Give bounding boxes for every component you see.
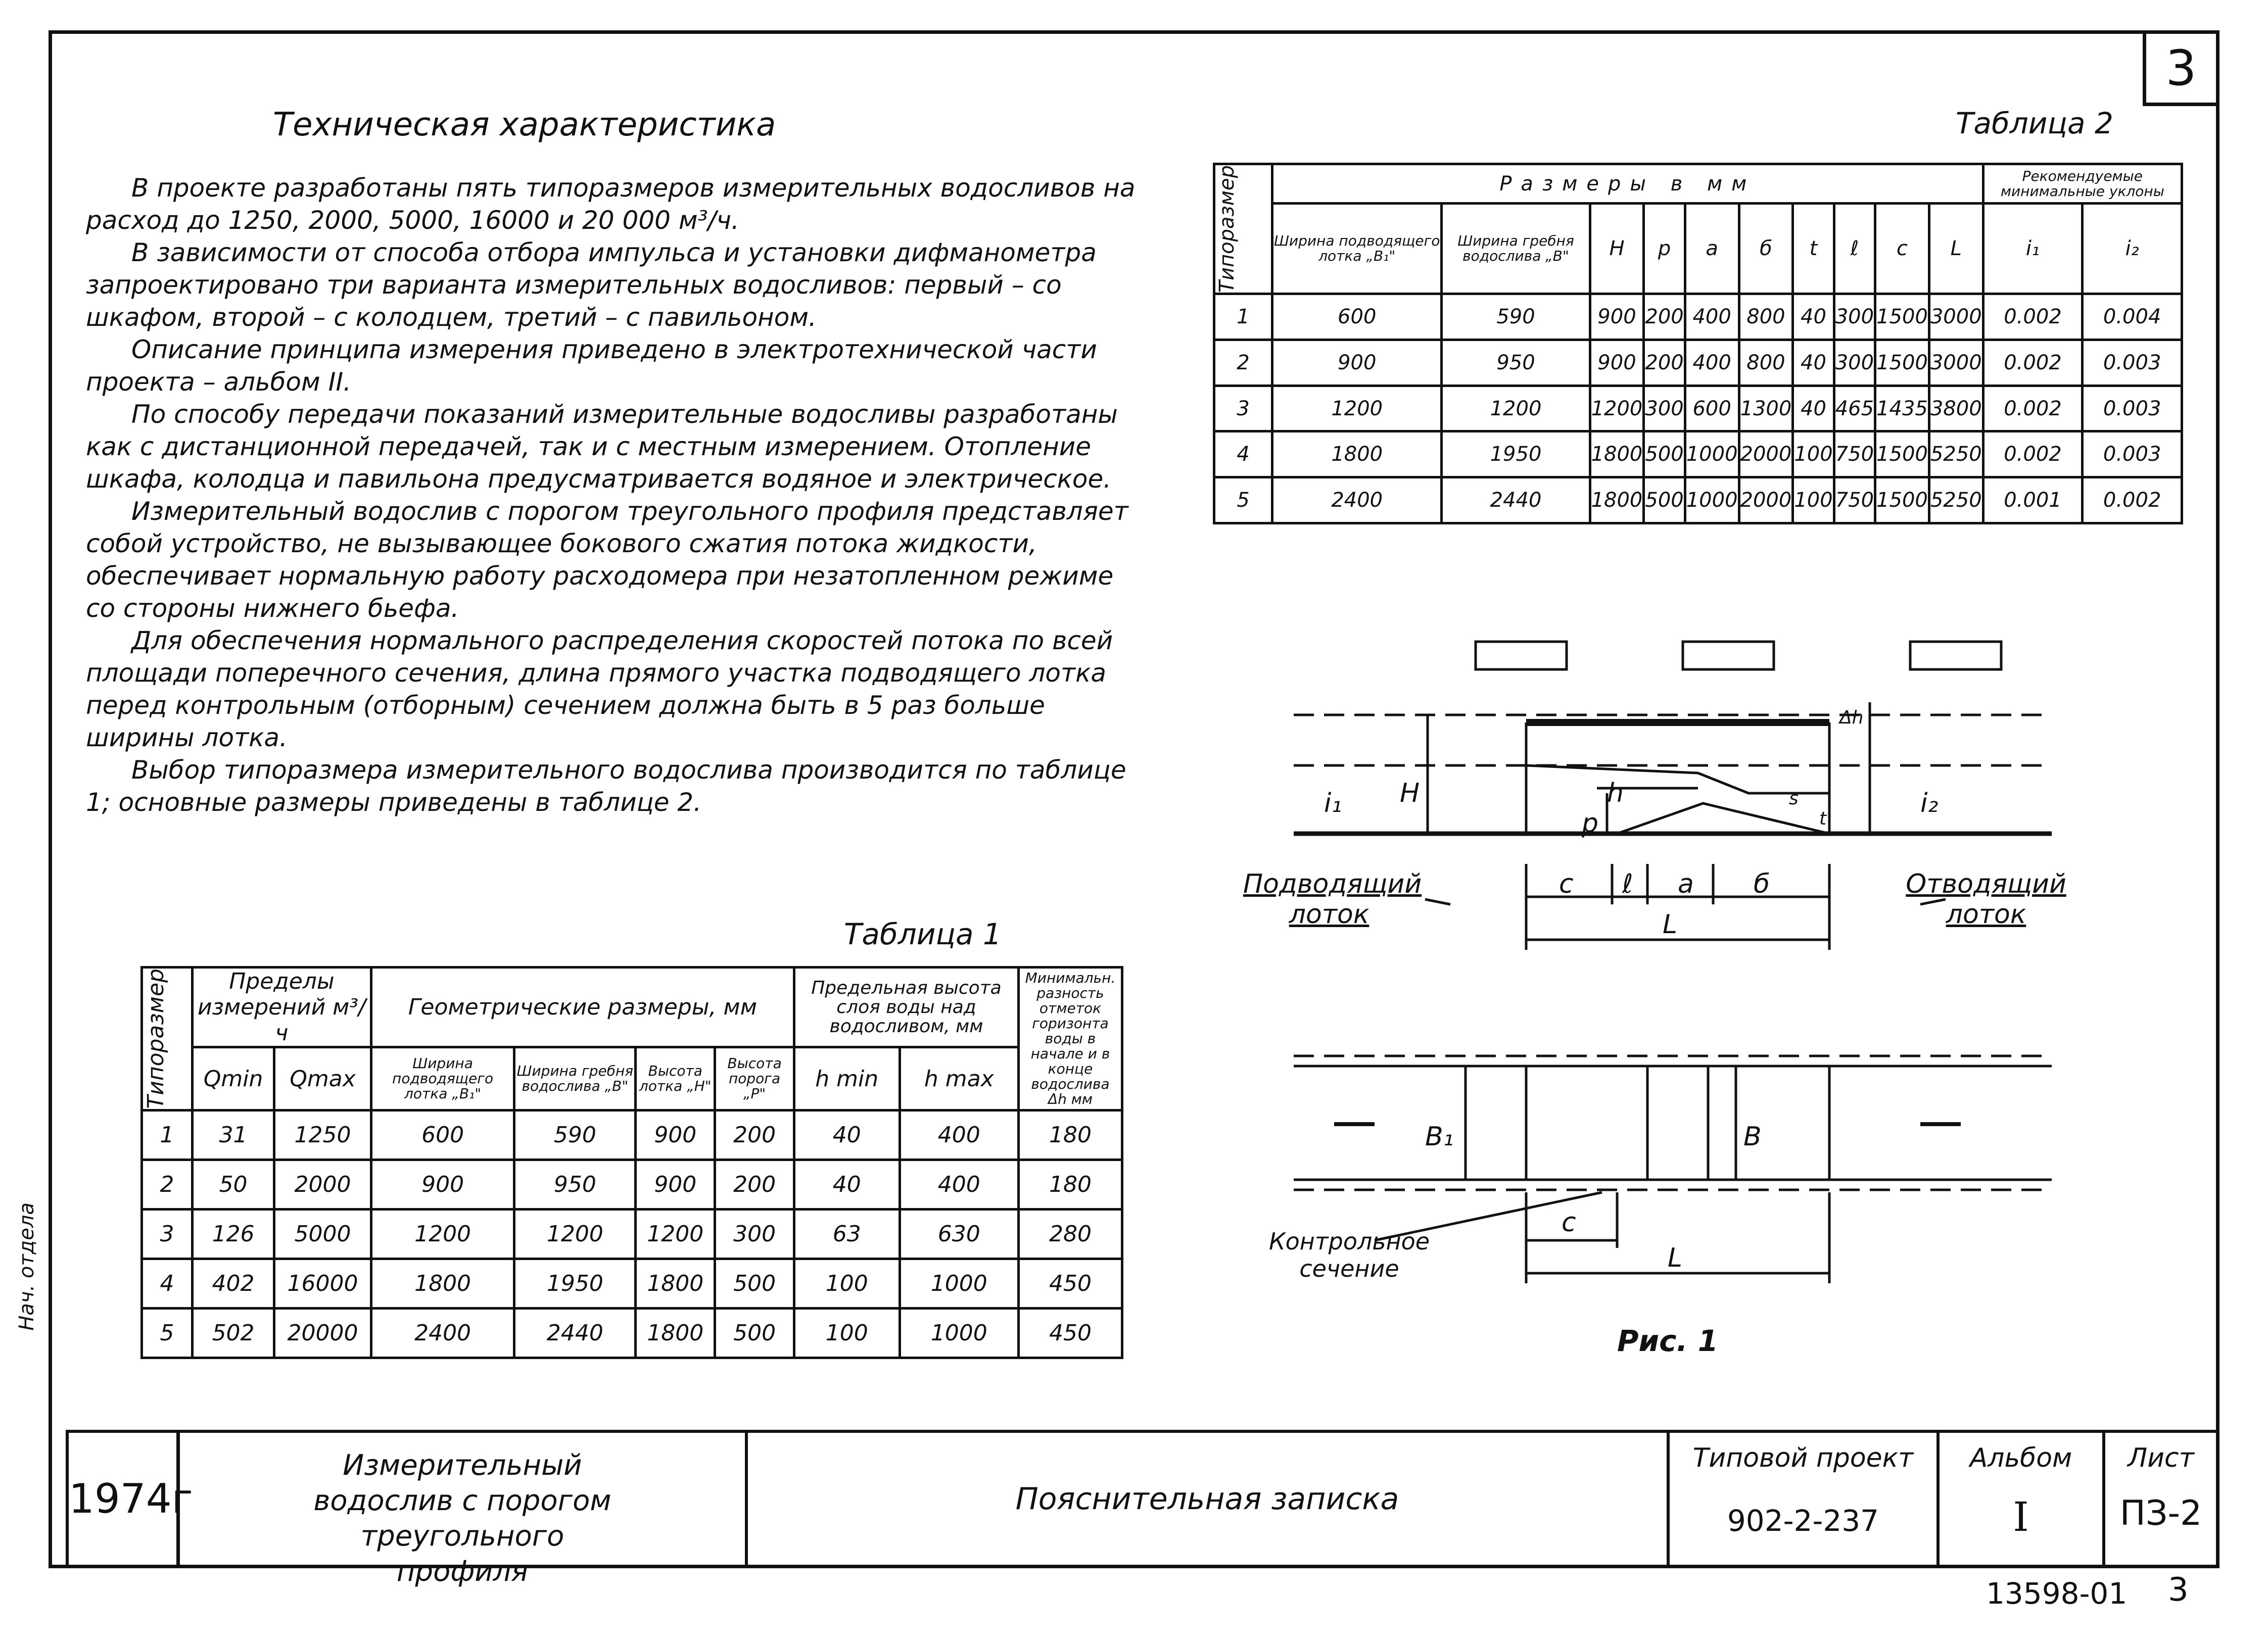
table-cell: 800 xyxy=(1739,340,1793,386)
table-cell: 40 xyxy=(1793,294,1834,340)
table-cell: 16000 xyxy=(274,1259,371,1309)
table-cell: 900 xyxy=(1590,340,1644,386)
table2-caption: Таблица 2 xyxy=(1956,106,2113,140)
table-cell: 31 xyxy=(193,1111,274,1160)
table-cell: 300 xyxy=(1834,340,1875,386)
table-cell: 465 xyxy=(1834,385,1875,431)
table-cell: 126 xyxy=(193,1210,274,1259)
table2-header: i₁ xyxy=(1983,204,2083,294)
paragraph: В зависимости от способа отбора импульса и установки дифманометра запроектировано три варианта измерительных водосливов: первый – со шкафом, второй – с колодцем, третий – с павильоном. xyxy=(86,238,1097,332)
table-cell: 2000 xyxy=(274,1160,371,1210)
table-cell: 450 xyxy=(1019,1259,1122,1309)
fig-dim-b: б xyxy=(1754,869,1770,899)
fig-dim-h: h xyxy=(1607,778,1624,808)
table-cell: 50 xyxy=(193,1160,274,1210)
paragraph: В проекте разработаны пять типоразмеров измерительных водосливов на расход до 1250, 2000, 5000, 16000 и 20 000 м³/ч. xyxy=(86,173,1136,235)
fig-dim-a: a xyxy=(1678,869,1694,899)
table-cell: 1200 xyxy=(1272,385,1442,431)
table-cell: 0.003 xyxy=(2083,385,2182,431)
page-title: Техническая характеристика xyxy=(273,106,776,143)
table-cell: 180 xyxy=(1019,1111,1122,1160)
fig-dim-c-plan: c xyxy=(1562,1208,1576,1238)
stamp-project-label: Типовой проект xyxy=(1692,1443,1914,1473)
table-cell: 0.002 xyxy=(1983,385,2083,431)
table-cell: 500 xyxy=(1644,431,1685,477)
table-cell: 950 xyxy=(1442,340,1590,386)
table-cell: 1800 xyxy=(636,1309,715,1358)
description-text xyxy=(86,172,1137,818)
table-cell: 950 xyxy=(514,1160,636,1210)
table-cell: 600 xyxy=(1272,294,1442,340)
table-cell: 1800 xyxy=(1590,431,1644,477)
fig-dim-s: s xyxy=(1789,788,1799,809)
fig-dim-i1: i₁ xyxy=(1324,788,1342,818)
table-cell: 200 xyxy=(715,1111,794,1160)
table-cell: 2000 xyxy=(1739,477,1793,523)
table2-header: L xyxy=(1929,204,1983,294)
figure-caption: Рис. 1 xyxy=(1617,1324,1719,1358)
table1-header: h min xyxy=(794,1047,900,1111)
table-cell: 4 xyxy=(1214,431,1272,477)
table1-header: h max xyxy=(900,1047,1019,1111)
table-row xyxy=(1214,294,2182,340)
stamp-doc: Пояснительная записка xyxy=(745,1430,1670,1568)
table1-header: Qmax xyxy=(274,1047,371,1111)
table-cell: 63 xyxy=(794,1210,900,1259)
table2-header: Ширина гребня водослива „B" xyxy=(1442,204,1590,294)
table1-header: Высота лотка „H" xyxy=(636,1047,715,1111)
fig-dim-B: B xyxy=(1743,1122,1762,1152)
table-cell: 100 xyxy=(794,1309,900,1358)
table-cell: 1000 xyxy=(900,1309,1019,1358)
table-cell: 4 xyxy=(142,1259,193,1309)
table2-header: c xyxy=(1875,204,1929,294)
table-cell: 0.003 xyxy=(2083,340,2182,386)
table-cell: 1435 xyxy=(1875,385,1929,431)
table-cell: 0.004 xyxy=(2083,294,2182,340)
table-cell: 3000 xyxy=(1929,294,1983,340)
stamp-object: Измерительный водослив с порогом треугольного профиля xyxy=(177,1430,748,1568)
stamp-project xyxy=(1667,1430,1940,1568)
table-cell: 1200 xyxy=(514,1210,636,1259)
table-cell: 800 xyxy=(1739,294,1793,340)
figure-drawing xyxy=(1203,626,2112,1283)
table-cell: 600 xyxy=(371,1111,514,1160)
table-cell: 2440 xyxy=(1442,477,1590,523)
fig-dim-L-plan: L xyxy=(1668,1243,1682,1273)
table2-header: ℓ xyxy=(1834,204,1875,294)
table-cell: 900 xyxy=(371,1160,514,1210)
table1-header: Ширина гребня водослива „B" xyxy=(514,1047,636,1111)
table-cell: 2 xyxy=(142,1160,193,1210)
table-cell: 200 xyxy=(1644,340,1685,386)
table-row xyxy=(1214,431,2182,477)
fig-label-inlet: Подводящий лоток xyxy=(1243,869,1422,930)
table-cell: 400 xyxy=(900,1160,1019,1210)
fig-bar xyxy=(1683,642,1774,669)
table2 xyxy=(1213,163,2183,524)
table-cell: 0.002 xyxy=(2083,477,2182,523)
table-cell: 1800 xyxy=(636,1259,715,1309)
table-cell: 300 xyxy=(715,1210,794,1259)
paragraph: Измерительный водослив с порогом треугольного профиля представляет собой устройство, не вызывающее бокового сжатия потока жидкости, обеспечивает нормальную работу расходомера при незатопленном режиме со стороны нижнего бьефа. xyxy=(86,497,1128,623)
fig-label-outlet: Отводящий лоток xyxy=(1906,869,2066,930)
table-cell: 590 xyxy=(1442,294,1590,340)
table-cell: 3000 xyxy=(1929,340,1983,386)
table-cell: 100 xyxy=(794,1259,900,1309)
table-row xyxy=(1214,385,2182,431)
table2-header: H xyxy=(1590,204,1644,294)
table-cell: 40 xyxy=(1793,385,1834,431)
table-cell: 1800 xyxy=(371,1259,514,1309)
footer-page: 3 xyxy=(2168,1571,2189,1609)
fig-dim-i2: i₂ xyxy=(1920,788,1939,818)
paragraph: Описание принципа измерения приведено в электротехнической части проекта – альбом II. xyxy=(86,335,1097,397)
table-cell: 1500 xyxy=(1875,477,1929,523)
table-cell: 400 xyxy=(900,1111,1019,1160)
table1-col-min-diff: Минимальн. разность отметок горизонта воды в начале и в конце водослива Δh мм xyxy=(1019,968,1122,1111)
table-row xyxy=(1214,477,2182,523)
table-row xyxy=(142,1160,1122,1210)
table-cell: 0.002 xyxy=(1983,294,2083,340)
table-cell: 400 xyxy=(1685,294,1739,340)
table-row xyxy=(1214,340,2182,386)
table-cell: 1200 xyxy=(371,1210,514,1259)
table-row xyxy=(142,1309,1122,1358)
table-cell: 1500 xyxy=(1875,431,1929,477)
table-cell: 630 xyxy=(900,1210,1019,1259)
table-cell: 402 xyxy=(193,1259,274,1309)
table-cell: 40 xyxy=(794,1160,900,1210)
stamp-project-number: 902-2-237 xyxy=(1727,1504,1879,1538)
stamp-year: 1974г xyxy=(66,1430,179,1568)
table-cell: 1 xyxy=(1214,294,1272,340)
table-cell: 2400 xyxy=(371,1309,514,1358)
table-cell: 900 xyxy=(636,1160,715,1210)
table-cell: 0.001 xyxy=(1983,477,2083,523)
table1-header: Высота порога „P" xyxy=(715,1047,794,1111)
stamp-sheet xyxy=(2102,1430,2219,1568)
table1-caption: Таблица 1 xyxy=(844,917,1002,951)
fig-bar xyxy=(1910,642,2001,669)
table1-col-typesize: Типоразмер xyxy=(143,969,169,1109)
paragraph: По способу передачи показаний измерительные водосливы разработаны как с дистанционной передачей, так и с местным измерением. Отопление шкафа, колодца и павильона предусматривается водяное и электрическое. xyxy=(86,400,1118,494)
table-cell: 40 xyxy=(1793,340,1834,386)
table-cell: 400 xyxy=(1685,340,1739,386)
table-cell: 0.002 xyxy=(1983,431,2083,477)
fig-dim-t: t xyxy=(1819,808,1827,829)
table-cell: 502 xyxy=(193,1309,274,1358)
table-cell: 3 xyxy=(1214,385,1272,431)
table-cell: 300 xyxy=(1834,294,1875,340)
table-cell: 1500 xyxy=(1875,294,1929,340)
fig-dim-B1: B₁ xyxy=(1425,1122,1454,1152)
table-cell: 1000 xyxy=(900,1259,1019,1309)
table-cell: 5000 xyxy=(274,1210,371,1259)
fig-dim-dh: Δh xyxy=(1839,707,1864,728)
table1-group-geom: Геометрические размеры, мм xyxy=(371,968,794,1047)
table-cell: 180 xyxy=(1019,1160,1122,1210)
fig-dim-c: c xyxy=(1559,869,1574,899)
table2-group-slopes: Рекомендуемые минимальные уклоны xyxy=(1983,164,2182,204)
table1-header: Ширина подводящего лотка „B₁" xyxy=(371,1047,514,1111)
table-cell: 3800 xyxy=(1929,385,1983,431)
fig-dim-p: p xyxy=(1582,808,1599,839)
table-cell: 2400 xyxy=(1272,477,1442,523)
table-cell: 900 xyxy=(1272,340,1442,386)
table-cell: 3 xyxy=(142,1210,193,1259)
table2-col-typesize: Типоразмер xyxy=(1215,165,1239,293)
table-cell: 750 xyxy=(1834,477,1875,523)
table-cell: 900 xyxy=(1590,294,1644,340)
sheet-number-box: 3 xyxy=(2143,30,2219,106)
fig-dim-L: L xyxy=(1663,909,1677,940)
table2-header: i₂ xyxy=(2083,204,2182,294)
table2-header: Ширина подводящего лотка „B₁" xyxy=(1272,204,1442,294)
fig-dim-l: ℓ xyxy=(1622,869,1633,899)
table2-header: б xyxy=(1739,204,1793,294)
table1-group-limits: Пределы измерений м³/ч xyxy=(193,968,371,1047)
footer-code: 13598-01 xyxy=(1986,1576,2128,1611)
table-cell: 1200 xyxy=(1442,385,1590,431)
stamp-album-label: Альбом xyxy=(1969,1443,2072,1473)
table-cell: 300 xyxy=(1644,385,1685,431)
table-cell: 1800 xyxy=(1272,431,1442,477)
table2-header: p xyxy=(1644,204,1685,294)
table1 xyxy=(140,966,1123,1359)
table2-header: t xyxy=(1793,204,1834,294)
table-cell: 0.002 xyxy=(1983,340,2083,386)
table-cell: 5 xyxy=(1214,477,1272,523)
table-cell: 1950 xyxy=(1442,431,1590,477)
table-cell: 1500 xyxy=(1875,340,1929,386)
table-cell: 1000 xyxy=(1685,431,1739,477)
table-cell: 1300 xyxy=(1739,385,1793,431)
table-cell: 500 xyxy=(715,1259,794,1309)
table-cell: 280 xyxy=(1019,1210,1122,1259)
table-cell: 2 xyxy=(1214,340,1272,386)
fig-bar xyxy=(1476,642,1567,669)
fig-dim-H: H xyxy=(1400,778,1420,808)
table-cell: 900 xyxy=(636,1111,715,1160)
table-cell: 0.003 xyxy=(2083,431,2182,477)
table2-header: a xyxy=(1685,204,1739,294)
table-row xyxy=(142,1111,1122,1160)
table2-group-sizes: Размеры в мм xyxy=(1272,164,1983,204)
stamp-sheet-value: ПЗ-2 xyxy=(2119,1493,2202,1533)
table-cell: 100 xyxy=(1793,477,1834,523)
stamp-sheet-label: Лист xyxy=(2128,1443,2194,1473)
table-cell: 1200 xyxy=(636,1210,715,1259)
table-cell: 1 xyxy=(142,1111,193,1160)
stamp-album xyxy=(1936,1430,2105,1568)
table-cell: 20000 xyxy=(274,1309,371,1358)
table-cell: 500 xyxy=(1644,477,1685,523)
table-cell: 1800 xyxy=(1590,477,1644,523)
table-cell: 5250 xyxy=(1929,477,1983,523)
table-cell: 1000 xyxy=(1685,477,1739,523)
table-cell: 40 xyxy=(794,1111,900,1160)
side-margin-label: Нач. отдела xyxy=(15,1202,38,1331)
table-cell: 1250 xyxy=(274,1111,371,1160)
table-cell: 2000 xyxy=(1739,431,1793,477)
stamp-album-value: I xyxy=(2013,1493,2029,1540)
table-row xyxy=(142,1210,1122,1259)
table-cell: 750 xyxy=(1834,431,1875,477)
table-cell: 2440 xyxy=(514,1309,636,1358)
table-cell: 600 xyxy=(1685,385,1739,431)
table-cell: 5250 xyxy=(1929,431,1983,477)
table-cell: 590 xyxy=(514,1111,636,1160)
table-row xyxy=(142,1259,1122,1309)
table-cell: 200 xyxy=(1644,294,1685,340)
table-cell: 100 xyxy=(1793,431,1834,477)
table-cell: 1200 xyxy=(1590,385,1644,431)
table-cell: 450 xyxy=(1019,1309,1122,1358)
table-cell: 200 xyxy=(715,1160,794,1210)
table1-group-height: Предельная высота слоя воды над водосливом, мм xyxy=(794,968,1018,1047)
paragraph: Выбор типоразмера измерительного водослива производится по таблице 1; основные размеры приведены в таблице 2. xyxy=(86,755,1126,817)
table-cell: 1950 xyxy=(514,1259,636,1309)
table-cell: 500 xyxy=(715,1309,794,1358)
fig-label-section: Контрольное сечение xyxy=(1268,1228,1430,1282)
table-cell: 5 xyxy=(142,1309,193,1358)
paragraph: Для обеспечения нормального распределения скоростей потока по всей площади поперечного сечения, длина прямого участка подводящего лотка перед контрольным (отборным) сечением должна быть в 5 раз больше ширины лотка. xyxy=(86,626,1113,752)
table1-header: Qmin xyxy=(193,1047,274,1111)
